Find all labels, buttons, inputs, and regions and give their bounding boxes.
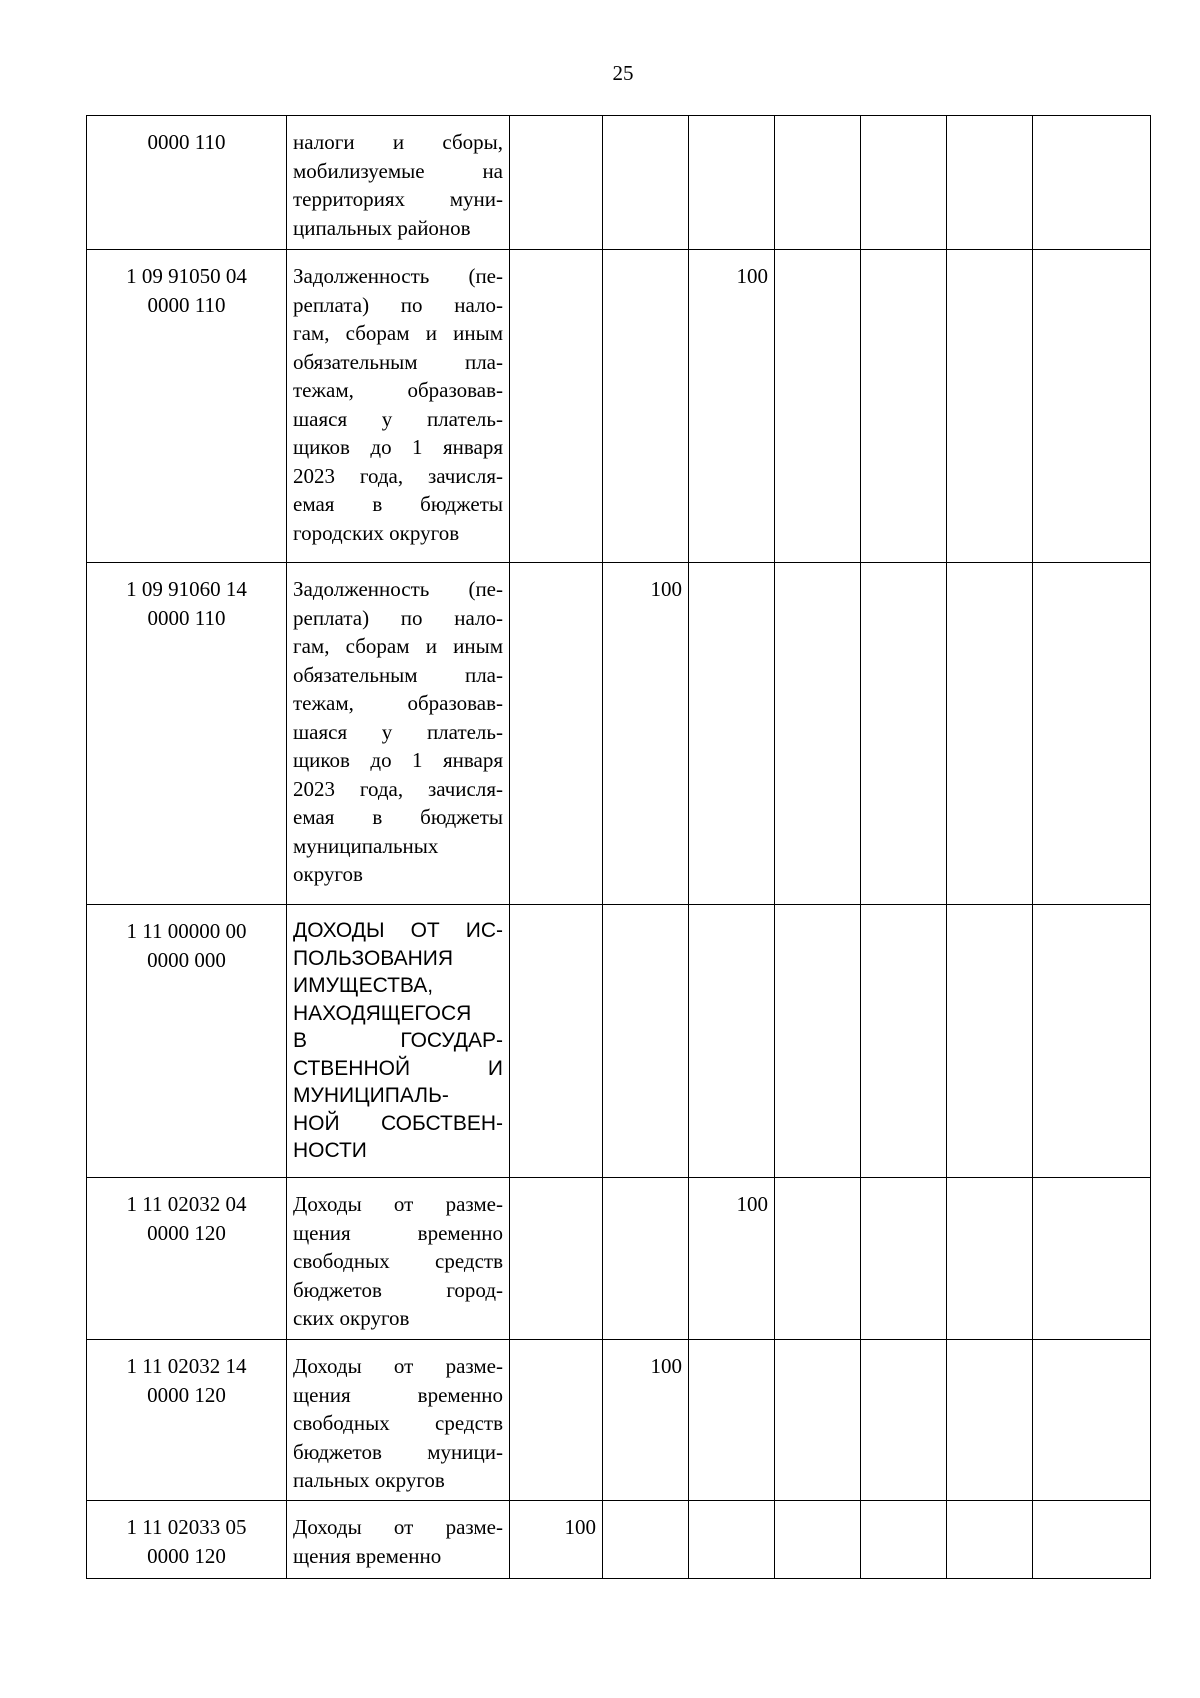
revenue-code-line: 1 11 02032 14 <box>126 1354 247 1378</box>
table-row <box>87 905 1151 1178</box>
revenue-code-line: 0000 120 <box>147 1220 226 1245</box>
revenue-name-line: В ГОСУДАР- <box>293 1029 503 1052</box>
revenue-name-line: емая в бюджеты <box>293 492 503 516</box>
revenue-name-line: ДОХОДЫ ОТ ИС- <box>293 919 503 942</box>
revenue-name-line: бюджетов город- <box>293 1277 503 1302</box>
revenue-name-line: НОЙ СОБСТВЕН- <box>293 1111 503 1135</box>
revenue-name-line: округов <box>293 862 363 886</box>
revenue-name-line: мобилизуемые на <box>293 158 503 183</box>
value-cell <box>1033 250 1151 563</box>
revenue-name-line: НОСТИ <box>293 1139 367 1162</box>
revenue-code-cell <box>87 116 287 250</box>
value-cell <box>861 1340 947 1501</box>
revenue-code-line: 1 11 00000 00 <box>126 919 247 943</box>
value-cell <box>1033 905 1151 1178</box>
value-cell <box>775 116 861 250</box>
revenue-name-cell <box>287 905 510 1178</box>
revenue-code-line: 1 09 91050 04 <box>126 264 247 288</box>
value-cell <box>861 250 947 563</box>
revenue-name-cell <box>287 1178 510 1340</box>
revenue-code-line: 1 11 02033 05 <box>126 1515 247 1539</box>
revenue-name-line: ИМУЩЕСТВА, <box>293 974 434 997</box>
value-cell: 100 <box>689 250 775 563</box>
value-cell <box>775 1340 861 1501</box>
table-row <box>87 563 1151 905</box>
value-cell <box>689 1501 775 1579</box>
revenue-name-line: щения временно <box>293 1382 503 1407</box>
value-cell <box>861 1501 947 1579</box>
revenue-name-line: Доходы от разме- <box>293 1515 503 1539</box>
value-cell <box>861 116 947 250</box>
revenue-code-cell <box>87 1340 287 1501</box>
value-cell <box>1033 1501 1151 1579</box>
budget-table <box>86 115 1151 1579</box>
value-cell <box>1033 116 1151 250</box>
value-cell: 100 <box>510 1501 603 1579</box>
revenue-name-line: реплата) по нало- <box>293 292 503 317</box>
value-cell: 100 <box>603 563 689 905</box>
value-cell <box>1033 1178 1151 1340</box>
revenue-name-cell <box>287 563 510 905</box>
revenue-code-cell <box>87 1178 287 1340</box>
revenue-name-line: свободных средств <box>293 1411 503 1435</box>
revenue-code-cell <box>87 563 287 905</box>
revenue-name-line: шаяся у платель- <box>293 406 503 431</box>
revenue-name-line: ципальных районов <box>293 215 471 240</box>
value-cell <box>510 250 603 563</box>
revenue-name-line: муниципальных <box>293 833 439 858</box>
value-cell <box>603 1178 689 1340</box>
value-cell: 100 <box>603 1340 689 1501</box>
revenue-code-line: 0000 110 <box>147 130 226 154</box>
revenue-name-line: 2023 года, зачисля- <box>293 463 503 488</box>
revenue-name-cell <box>287 250 510 563</box>
revenue-name-line: Доходы от разме- <box>293 1354 503 1378</box>
revenue-name-line: территориях муни- <box>293 187 503 211</box>
value-cell <box>861 1178 947 1340</box>
value-cell <box>861 563 947 905</box>
revenue-name-line: налоги и сборы, <box>293 130 503 154</box>
revenue-name-line: Задолженность (пе- <box>293 577 503 601</box>
value-cell <box>603 250 689 563</box>
value-cell <box>947 1178 1033 1340</box>
value-cell <box>603 905 689 1178</box>
value-cell <box>689 905 775 1178</box>
revenue-code-cell <box>87 905 287 1178</box>
table-row <box>87 1178 1151 1340</box>
value-cell: 100 <box>689 1178 775 1340</box>
value-cell <box>510 1178 603 1340</box>
table-row <box>87 116 1151 250</box>
revenue-name-line: щиков до 1 января <box>293 435 503 459</box>
revenue-name-line: ПОЛЬЗОВАНИЯ <box>293 946 454 970</box>
revenue-code-cell <box>87 1501 287 1579</box>
revenue-code-line: 0000 110 <box>147 292 226 317</box>
revenue-name-line: НАХОДЯЩЕГОСЯ <box>293 1001 472 1025</box>
value-cell <box>603 1501 689 1579</box>
revenue-name-line: гам, сборам и иным <box>293 634 503 658</box>
table-row <box>87 1340 1151 1501</box>
value-cell <box>947 905 1033 1178</box>
value-cell <box>510 905 603 1178</box>
value-cell <box>603 116 689 250</box>
revenue-name-line: ских округов <box>293 1306 410 1330</box>
revenue-name-line: шаяся у платель- <box>293 719 503 744</box>
value-cell <box>510 116 603 250</box>
table-body <box>87 116 1151 1579</box>
revenue-code-line: 0000 110 <box>147 605 226 630</box>
value-cell <box>510 1340 603 1501</box>
revenue-code-cell <box>87 250 287 563</box>
value-cell <box>947 1501 1033 1579</box>
revenue-name-line: щения временно <box>293 1220 503 1245</box>
revenue-name-line: обязательным пла- <box>293 662 503 687</box>
revenue-name-line: пальных округов <box>293 1468 445 1492</box>
revenue-name-line: 2023 года, зачисля- <box>293 776 503 801</box>
revenue-code-line: 0000 120 <box>147 1543 226 1568</box>
value-cell <box>1033 563 1151 905</box>
value-cell <box>947 250 1033 563</box>
value-cell <box>775 563 861 905</box>
value-cell <box>947 116 1033 250</box>
revenue-name-line: реплата) по нало- <box>293 605 503 630</box>
revenue-name-line: щиков до 1 января <box>293 748 503 772</box>
revenue-name-line: свободных средств <box>293 1249 503 1273</box>
revenue-name-line: гам, сборам и иным <box>293 321 503 345</box>
value-cell <box>947 1340 1033 1501</box>
revenue-name-line: городских округов <box>293 520 460 545</box>
revenue-name-line: обязательным пла- <box>293 349 503 374</box>
value-cell <box>947 563 1033 905</box>
table-row <box>87 1501 1151 1579</box>
revenue-name-line: щения временно <box>293 1543 442 1568</box>
revenue-name-line: тежам, образовав- <box>293 378 503 402</box>
value-cell <box>1033 1340 1151 1501</box>
revenue-code-line: 0000 000 <box>147 947 226 972</box>
revenue-name-line: Доходы от разме- <box>293 1192 503 1216</box>
value-cell <box>861 905 947 1178</box>
value-cell <box>689 1340 775 1501</box>
revenue-name-line: Задолженность (пе- <box>293 264 503 288</box>
revenue-name-cell <box>287 1501 510 1579</box>
value-cell <box>775 1501 861 1579</box>
revenue-code-line: 0000 120 <box>147 1382 226 1407</box>
table-row <box>87 250 1151 563</box>
revenue-code-line: 1 09 91060 14 <box>126 577 247 601</box>
value-cell <box>510 563 603 905</box>
revenue-name-line: СТВЕННОЙ И <box>293 1056 503 1080</box>
value-cell <box>775 905 861 1178</box>
value-cell <box>775 250 861 563</box>
revenue-name-cell <box>287 1340 510 1501</box>
revenue-name-line: бюджетов муници- <box>293 1439 503 1464</box>
revenue-name-line: МУНИЦИПАЛЬ- <box>293 1084 449 1107</box>
page-number: 25 <box>612 61 634 85</box>
revenue-name-line: тежам, образовав- <box>293 691 503 715</box>
value-cell <box>689 116 775 250</box>
revenue-name-line: емая в бюджеты <box>293 805 503 829</box>
value-cell <box>689 563 775 905</box>
revenue-code-line: 1 11 02032 04 <box>126 1192 247 1216</box>
revenue-name-cell <box>287 116 510 250</box>
value-cell <box>775 1178 861 1340</box>
